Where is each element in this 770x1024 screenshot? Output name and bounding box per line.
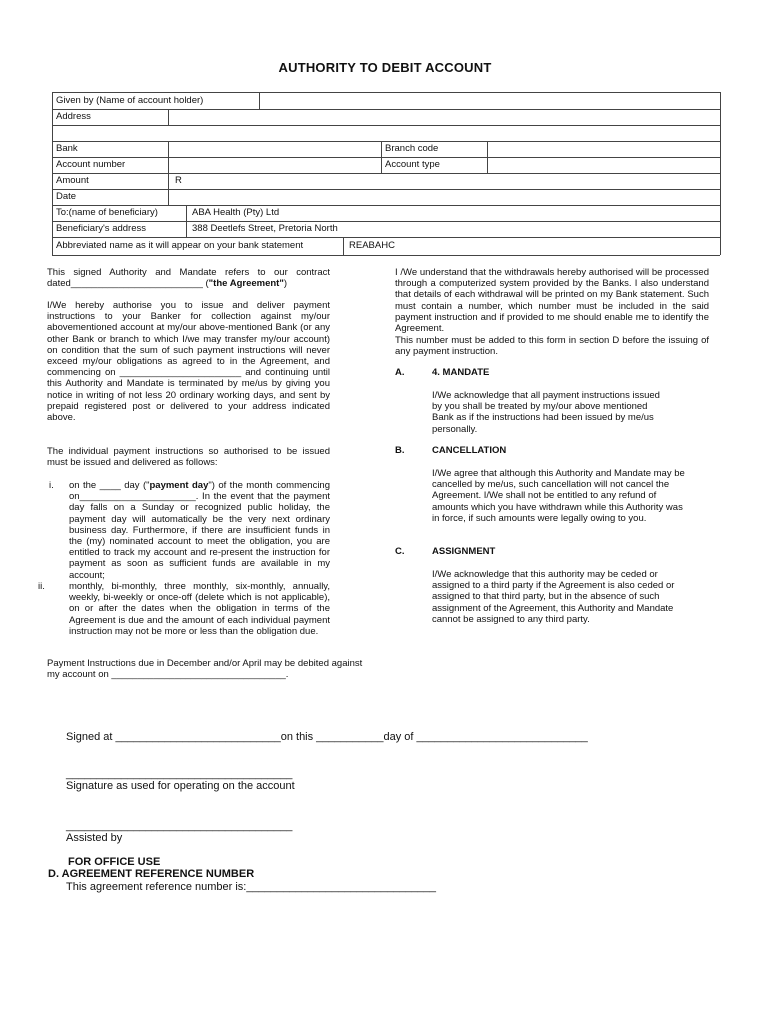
account-number-label: Account number: [56, 159, 126, 170]
section-c-text: I/We acknowledge that this authority may be ceded or assigned to a third party if the Agreement is also ceded or assigned to that third party, but in the absence of such assignment of the Agreement, this Authority and Mandate cannot be assigned to any third party.: [432, 569, 675, 625]
contract-reference-paragraph: This signed Authority and Mandate refers to our contract dated_________________________ ("the Agreement"): [47, 267, 330, 290]
understanding-paragraph: I /We understand that the withdrawals hereby authorised will be processed through a computerized system provided by the Banks. I also understand that details of each withdrawal will be printed on my Bank statement. Such must contain a number, which number must be included in the said payment instruction and if provided to me should enable me to identify the Agreement.: [395, 267, 709, 335]
signature-caption: Signature as used for operating on the account: [66, 780, 295, 792]
branch-code-field[interactable]: [488, 142, 719, 156]
bank-field[interactable]: [169, 142, 380, 156]
beneficiary-address-value: 388 Deetlefs Street, Pretoria North: [192, 223, 338, 234]
item-ii-text: monthly, bi-monthly, three monthly, six-monthly, annually, weekly, bi-weekly or once-off (delete which is not applicable), on or after the dates when the obligation in terms of the Agreement is due and the amount of each individual payment instruction may not be more or less than the obligation due.: [69, 581, 330, 637]
beneficiary-name-value: ABA Health (Pty) Ltd: [192, 207, 280, 218]
given-by-field[interactable]: [260, 94, 719, 108]
signature-line[interactable]: _____________________________________: [66, 768, 293, 780]
section-a-title: 4. MANDATE: [432, 367, 490, 378]
section-c-title: ASSIGNMENT: [432, 546, 496, 557]
account-type-label: Account type: [385, 159, 440, 170]
date-field[interactable]: [169, 190, 719, 204]
office-use-heading: FOR OFFICE USE: [68, 856, 161, 868]
section-b-label: B.: [395, 445, 405, 456]
item-i-text: on the ____ day ("payment day") of the month commencing on______________________. In the event that the payment day falls on a Sunday or recognized public holiday, the payment day will automatically be the very next ordinary business day. Furthermore, if there are insufficient funds in the (my) nominated account to meet the obligation, you are entitled to track my account and re-present the instruction for payment as soon as sufficient funds are available in my account;: [69, 480, 331, 581]
branch-code-label: Branch code: [385, 143, 439, 154]
section-b-title: CANCELLATION: [432, 445, 507, 456]
amount-label: Amount: [56, 175, 89, 186]
account-type-field[interactable]: [488, 158, 719, 172]
section-c-label: C.: [395, 546, 405, 557]
assisted-by-line[interactable]: _____________________________________: [66, 820, 293, 832]
instructions-intro-paragraph: The individual payment instructions so authorised to be issued must be issued and delivered as follows:: [47, 446, 330, 469]
page-title: AUTHORITY TO DEBIT ACCOUNT: [278, 60, 492, 75]
address-label: Address: [56, 111, 91, 122]
section-b-text: I/We agree that although this Authority and Mandate may be cancelled by me/us, such cancellation will not cancel the Agreement. I/We shall not be entitled to any refund of amounts which you have withdrawn while this Authority was in force, if such amounts were legally owing to you.: [432, 468, 685, 524]
beneficiary-address-label: Beneficiary's address: [56, 223, 146, 234]
section-a-text: I/We acknowledge that all payment instructions issued by you shall be treated by my/our above mentioned Bank as if the instructions had been issued by me/us personally.: [432, 390, 660, 435]
reference-number-line[interactable]: This agreement reference number is:_______________________________: [66, 881, 437, 893]
number-paragraph: This number must be added to this form in section D before the issuing of any payment instruction.: [395, 335, 709, 358]
bank-label: Bank: [56, 143, 78, 154]
abbreviated-name-value: REABAHC: [349, 240, 395, 251]
item-i-label: i.: [49, 480, 54, 491]
item-ii-label: ii.: [38, 581, 45, 592]
december-april-paragraph: Payment Instructions due in December and/or April may be debited against my account on _________________________________.: [47, 658, 363, 681]
abbreviated-name-label: Abbreviated name as it will appear on your bank statement: [56, 240, 304, 251]
given-by-label: Given by (Name of account holder): [56, 95, 204, 106]
assisted-by-caption: Assisted by: [66, 832, 123, 844]
authorisation-paragraph: I/We hereby authorise you to issue and deliver payment instructions to your Banker for collection against my/our abovementioned account at my/our above-mentioned Bank (or any other Bank or branch to which I/we may transfer my/our account) on condition that the sum of such payment instructions will never exceed my/our obligations as agreed to in the Agreement, and commencing on _______________________ and continuing until this Authority and Mandate is terminated by me/us by giving you notice in writing of not less 20 ordinary working days, and sent by prepaid registered post or delivered to your address indicated above.: [47, 300, 330, 424]
address-field-line-2[interactable]: [53, 126, 719, 140]
section-d-heading: D. AGREEMENT REFERENCE NUMBER: [48, 868, 255, 880]
account-number-field[interactable]: [169, 158, 380, 172]
signed-at-line[interactable]: Signed at ___________________________on this ___________day of ____________________________: [66, 731, 588, 743]
address-field[interactable]: [169, 110, 719, 124]
date-label: Date: [56, 191, 77, 202]
section-a-label: A.: [395, 367, 405, 378]
amount-field[interactable]: R: [175, 175, 182, 186]
beneficiary-name-label: To:(name of beneficiary): [56, 207, 158, 218]
